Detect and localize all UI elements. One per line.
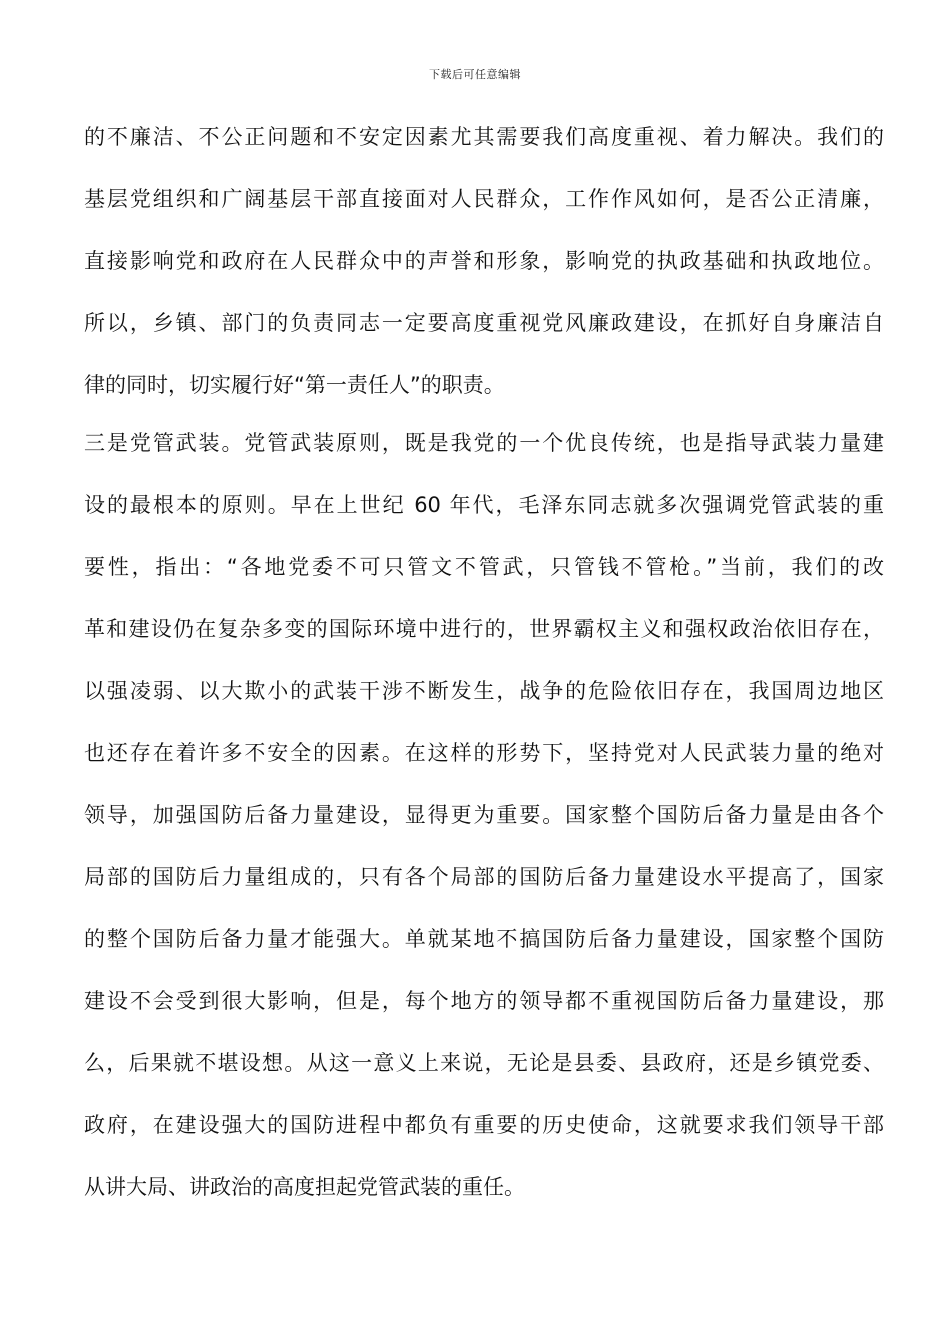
text-line: 局部的国防后力量组成的，只有各个局部的国防后备力量建设水平提高了，国家 <box>84 865 884 889</box>
text-line: 革和建设仍在复杂多变的国际环境中进行的，世界霸权主义和强权政治依旧存在， <box>84 617 884 641</box>
text-line: 领导，加强国防后备力量建设，显得更为重要。国家整个国防后备力量是由各个 <box>84 803 884 827</box>
text-line: 的整个国防后备力量才能强大。单就某地不搞国防后备力量建设，国家整个国防 <box>84 927 884 951</box>
text-line: 直接影响党和政府在人民群众中的声誉和形象，影响党的执政基础和执政地位。 <box>84 249 884 273</box>
text-line: 所以，乡镇、部门的负责同志一定要高度重视党风廉政建设，在抓好自身廉洁自 <box>84 311 884 335</box>
text-line: 三是党管武装。党管武装原则，既是我党的一个优良传统，也是指导武装力量建 <box>84 431 884 455</box>
page-header: 下载后可任意编辑 <box>429 68 521 81</box>
text-line: 政府，在建设强大的国防进程中都负有重要的历史使命，这就要求我们领导干部 <box>84 1113 884 1137</box>
text-line: 设的最根本的原则。早在上世纪 60 年代，毛泽东同志就多次强调党管武装的重 <box>84 493 884 517</box>
text-line: 基层党组织和广阔基层干部直接面对人民群众，工作作风如何，是否公正清廉， <box>84 187 884 211</box>
text-line: 从讲大局、讲政治的高度担起党管武装的重任。 <box>84 1175 525 1199</box>
text-line: 么，后果就不堪设想。从这一意义上来说，无论是县委、县政府，还是乡镇党委、 <box>84 1051 884 1075</box>
text-line: 以强凌弱、以大欺小的武装干涉不断发生，战争的危险依旧存在，我国周边地区 <box>84 679 884 703</box>
text-line: 要性，指出：“各地党委不可只管文不管武，只管钱不管枪。”当前，我们的改 <box>84 555 884 579</box>
text-line: 的不廉洁、不公正问题和不安定因素尤其需要我们高度重视、着力解决。我们的 <box>84 125 884 149</box>
text-line: 建设不会受到很大影响，但是，每个地方的领导都不重视国防后备力量建设，那 <box>84 989 884 1013</box>
text-line: 也还存在着许多不安全的因素。在这样的形势下，坚持党对人民武装力量的绝对 <box>84 741 884 765</box>
text-line: 律的同时，切实履行好“第一责任人”的职责。 <box>84 373 505 397</box>
